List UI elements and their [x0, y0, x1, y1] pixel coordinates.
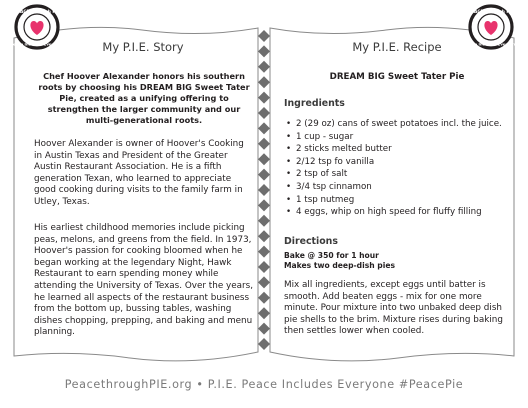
spine-diamond	[258, 215, 270, 227]
spine-diamond	[258, 153, 270, 165]
story-paragraph-1: Hoover Alexander is owner of Hoover's Cooking in Austin Texas and President of the Greater Austin Restaurant Association. He is a fifth generation Texan, who learned to appreciate good cooking during visits to the family farm in Utley, Texas.	[34, 139, 244, 207]
spine-diamond	[258, 107, 270, 119]
spine-diamond	[258, 138, 270, 150]
ingredient-item: • 3/4 tsp cinnamon	[296, 181, 510, 194]
ingredient-item: • 4 eggs, whip on high speed for fluffy filling	[296, 206, 510, 219]
ingredient-item: • 2/12 tsp fo vanilla	[296, 156, 510, 169]
spine-diamond	[258, 122, 270, 134]
spine-diamond	[258, 323, 270, 335]
makes-line: Makes two deep-dish pies	[284, 261, 395, 270]
spine-diamond	[258, 45, 270, 57]
directions-heading: Directions	[284, 236, 338, 247]
spine-diamond	[258, 276, 270, 288]
spine-diamond	[258, 61, 270, 73]
spine-diamond	[258, 307, 270, 319]
ingredient-item: • 2 tsp of salt	[296, 168, 510, 181]
svg-text:PEACE through PIE: PEACE through PIE	[13, 9, 61, 15]
spine-diamond	[258, 184, 270, 196]
spine-diamond	[258, 92, 270, 104]
ingredient-item: • 2 (29 oz) cans of sweet potatoes incl. the juice.	[296, 118, 510, 131]
spine-diamond	[258, 261, 270, 273]
story-paragraph-2: His earliest childhood memories include picking peas, melons, and greens from the field. In 1973, Hoover's passion for cooking bloomed when he began working at the legendary Night, Hawk Restaurant to earn spending money while attending the University of Texas. Over the years, he learned all aspects of the restaurant business from the bottom up, bussing tables, washing dishes chopping, prepping, and baking and menu planning.	[34, 223, 254, 338]
ingredients-list	[284, 118, 510, 219]
recipe-section	[284, 0, 510, 372]
ingredient-item: • 2 sticks melted butter	[296, 143, 510, 156]
directions-text: Mix all ingredients, except eggs until batter is smooth. Add beaten eggs - mix for one more minute. Pour mixture into two unbaked deep dish pie shells to the brim. Mixture rises during baking then settles lower when cooled.	[284, 280, 503, 337]
spine-diamond	[258, 76, 270, 88]
story-section	[32, 0, 254, 372]
recipe-heading: My P.I.E. Recipe	[352, 40, 442, 54]
story-intro: Chef Hoover Alexander honors his southern roots by choosing his DREAM BIG Sweet Tater Pie, created as a unifying offering to strengthen the larger community and our multi-generational roots.	[38, 71, 250, 125]
bake-line: Bake @ 350 for 1 hour	[284, 251, 379, 260]
recipe-title: DREAM BIG Sweet Tater Pie	[329, 72, 465, 82]
ingredients-heading: Ingredients	[284, 98, 345, 109]
spine-diamond	[258, 169, 270, 181]
spine-diamond	[258, 246, 270, 258]
spine-diamond	[258, 199, 270, 211]
svg-text:Peace Includes Everyone: Peace Includes Everyone	[464, 41, 518, 47]
spine-diamond	[258, 338, 270, 350]
ingredient-item: • 1 cup - sugar	[296, 131, 510, 144]
spine-diamond	[258, 292, 270, 304]
footer-tagline: PeacethroughPIE.org • P.I.E. Peace Includes Everyone #PeacePie	[64, 378, 464, 391]
svg-text:Peace Includes Everyone: Peace Includes Everyone	[10, 41, 64, 47]
spine-diamond	[258, 30, 270, 42]
spine-diamonds	[258, 30, 270, 350]
story-heading: My P.I.E. Story	[102, 40, 184, 54]
spine-diamond	[258, 230, 270, 242]
svg-text:PEACE through PIE: PEACE through PIE	[467, 9, 515, 15]
ingredient-item: • 1 tsp nutmeg	[296, 194, 510, 207]
